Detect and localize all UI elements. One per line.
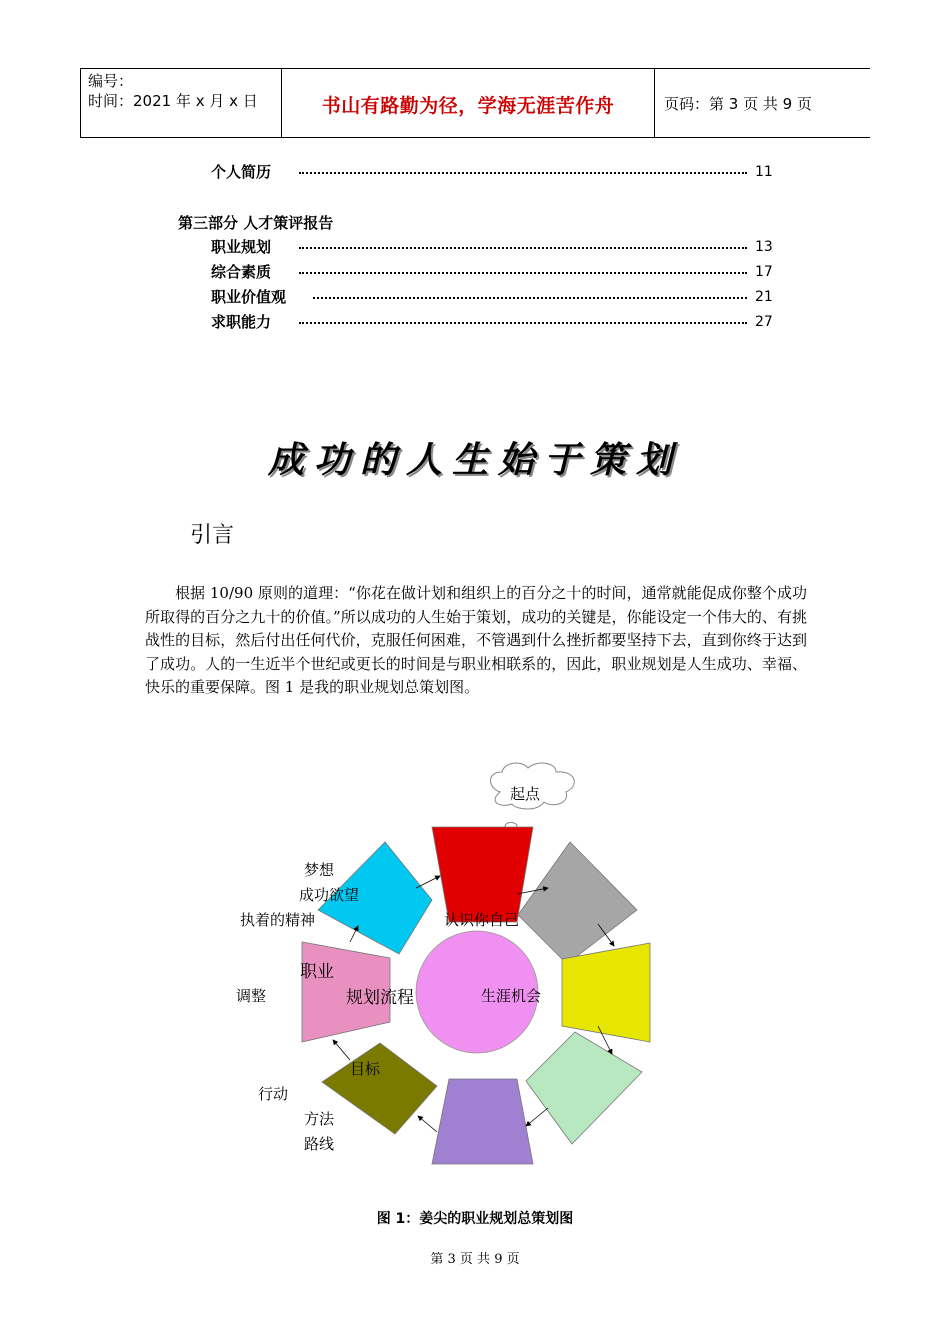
label-adjust: 调整 (236, 987, 267, 1005)
career-plan-diagram (0, 760, 950, 1200)
intro-paragraph: 根据 10/90 原则的道理：“你花在做计划和组织上的百分之十的时间，通常就能促成你整个成功所取得的百分之九十的价值。”所以成功的人生始于策划，成功的关键是，你能设定一个伟大的、有挑战性的目标，然后付出任何代价，克服任何困难，不管遇到什么挫折都要坚持下去，直到你终于达到了成功。人的一生近半个世纪或更长的时间是与职业相联系的，因此，职业规划是人生成功、幸福、快乐的重要保障。图 1 是我的职业规划总策划图。 (145, 584, 807, 696)
center-label-career: 职业 (300, 962, 334, 982)
toc-page: 13 (755, 239, 773, 255)
flow-arrow (418, 1116, 437, 1132)
header-time: 时间：2021 年 x 月 x 日 (88, 92, 258, 110)
flow-arrow (333, 1040, 350, 1060)
label-know-self: 认识你自己 (444, 911, 520, 929)
toc-leader (299, 322, 747, 324)
toc-label: 求职能力 (211, 313, 272, 331)
header-motto: 书山有路勤为径，学海无涯苦作舟 (321, 95, 615, 117)
toc-leader (313, 297, 747, 299)
segment-red (432, 827, 533, 922)
label-opportunity: 生涯机会 (481, 987, 542, 1005)
toc-label: 职业价值观 (211, 288, 287, 306)
label-persistence: 执着的精神 (240, 911, 316, 929)
page-footer: 第 3 页 共 9 页 (430, 1252, 520, 1267)
toc-row (211, 162, 771, 182)
toc-row (211, 237, 771, 257)
label-route: 路线 (304, 1135, 335, 1153)
page-title: 成功的人生始于策划 (267, 439, 682, 481)
segment-yellow (562, 943, 650, 1042)
segment-gray (518, 842, 637, 964)
segment-purple (432, 1079, 533, 1164)
label-start: 起点 (510, 785, 541, 803)
toc-leader (299, 172, 747, 174)
toc-page: 11 (755, 164, 773, 180)
toc-leader (299, 247, 747, 249)
page-header (80, 68, 870, 138)
center-label-process: 规划流程 (346, 988, 414, 1008)
toc-row (211, 262, 771, 282)
label-method: 方法 (304, 1110, 335, 1128)
segment-mint (526, 1032, 642, 1144)
toc-label: 综合素质 (211, 263, 272, 281)
toc-page: 21 (755, 289, 773, 305)
label-action: 行动 (258, 1085, 289, 1103)
toc-label: 职业规划 (211, 238, 272, 256)
label-goal: 目标 (350, 1060, 381, 1078)
header-divider (654, 69, 655, 137)
segment-olive (322, 1043, 437, 1134)
toc-section-title: 第三部分 人才策评报告 (178, 214, 334, 232)
toc-row (211, 312, 771, 332)
flow-arrow (526, 1108, 548, 1126)
intro-heading: 引言 (190, 523, 235, 548)
flow-arrow (416, 876, 440, 888)
toc-page: 17 (755, 264, 773, 280)
header-divider (80, 69, 81, 137)
toc-page: 27 (755, 314, 773, 330)
toc-row (211, 287, 771, 307)
toc-label: 个人简历 (211, 163, 272, 181)
header-meta (88, 71, 258, 111)
header-number: 编号： (88, 72, 134, 90)
label-dream: 梦想 (304, 861, 335, 879)
toc-leader (299, 272, 747, 274)
header-page-info: 页码：第 3 页 共 9 页 (664, 95, 812, 113)
figure-caption: 图 1：姜尖的职业规划总策划图 (376, 1211, 574, 1227)
label-desire: 成功欲望 (299, 886, 360, 904)
